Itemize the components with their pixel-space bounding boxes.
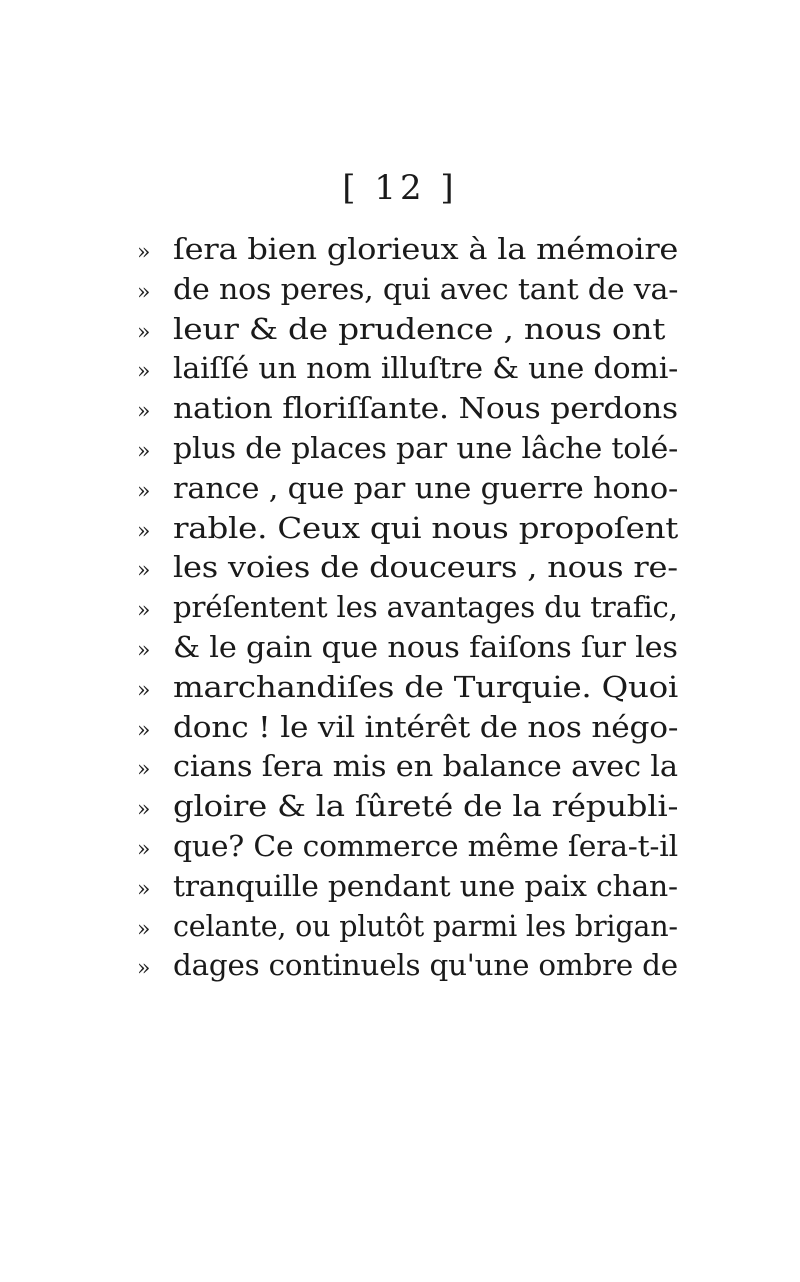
text-line xyxy=(137,946,677,986)
text-line xyxy=(137,310,677,350)
text-line xyxy=(137,429,677,469)
text-line xyxy=(137,907,677,947)
quotation-mark: » xyxy=(137,637,151,663)
line-text: laiſſé un nom illuſtre & une domi- xyxy=(173,352,679,386)
page-number: [ 12 ] xyxy=(342,168,458,208)
quotation-mark: » xyxy=(137,717,151,743)
quotation-mark: » xyxy=(137,438,151,464)
quotation-mark: » xyxy=(137,319,151,345)
line-text: marchandiſes de Turquie. Quoi xyxy=(173,670,679,704)
line-text: que? Ce commerce même ſera-t-il xyxy=(173,829,678,863)
text-line xyxy=(137,588,677,628)
text-line xyxy=(137,867,677,907)
quotation-mark: » xyxy=(137,359,151,385)
quotation-mark: » xyxy=(137,797,151,823)
text-line xyxy=(137,548,677,588)
text-line xyxy=(137,509,677,549)
quotation-mark: » xyxy=(137,399,151,425)
line-text: ſera bien glorieux à la mémoire xyxy=(173,233,679,266)
text-line xyxy=(137,827,677,867)
line-text: dages continuels qu'une ombre de xyxy=(173,949,678,983)
line-text: plus de places par une lâche tolé- xyxy=(173,431,679,465)
line-text: & le gain que nous faiſons ſur les xyxy=(173,630,678,664)
line-text: celante, ou plutôt parmi les brigan- xyxy=(173,909,678,943)
quotation-mark: » xyxy=(137,876,151,902)
quotation-mark: » xyxy=(137,518,151,544)
line-text: nation floriſſante. Nous perdons xyxy=(173,392,678,426)
quotation-mark: » xyxy=(137,558,151,584)
quotation-mark: » xyxy=(137,240,151,265)
text-line xyxy=(137,708,677,748)
line-text: donc ! le vil intérêt de nos négo- xyxy=(173,710,679,744)
text-line xyxy=(137,349,677,389)
text-line xyxy=(137,270,677,310)
line-text: préſentent les avantages du trafic, xyxy=(173,591,678,625)
text-line xyxy=(137,747,677,787)
line-text: gloire & la ſûreté de la républi- xyxy=(173,790,679,824)
line-text: de nos peres, qui avec tant de va- xyxy=(173,272,679,306)
line-text: tranquille pendant une paix chan- xyxy=(173,869,678,903)
quotation-mark: » xyxy=(137,956,151,982)
line-text: cians ſera mis en balance avec la xyxy=(173,750,678,784)
line-text: rance , que par une guerre hono- xyxy=(173,471,679,505)
line-text: les voies de douceurs , nous re- xyxy=(173,551,678,585)
text-line xyxy=(137,787,677,827)
text-block xyxy=(137,230,677,986)
text-line xyxy=(137,469,677,509)
quotation-mark: » xyxy=(137,677,151,703)
quotation-mark: » xyxy=(137,916,151,942)
quotation-mark: » xyxy=(137,757,151,783)
quotation-mark: » xyxy=(137,279,151,305)
line-text: rable. Ceux qui nous propoſent xyxy=(173,511,679,545)
line-text: leur & de prudence , nous ont xyxy=(173,312,666,346)
quotation-mark: » xyxy=(137,836,151,862)
text-line xyxy=(137,668,677,708)
text-line xyxy=(137,230,677,270)
text-line xyxy=(137,389,677,429)
text-line xyxy=(137,628,677,668)
quotation-mark: » xyxy=(137,478,151,504)
quotation-mark: » xyxy=(137,598,151,624)
